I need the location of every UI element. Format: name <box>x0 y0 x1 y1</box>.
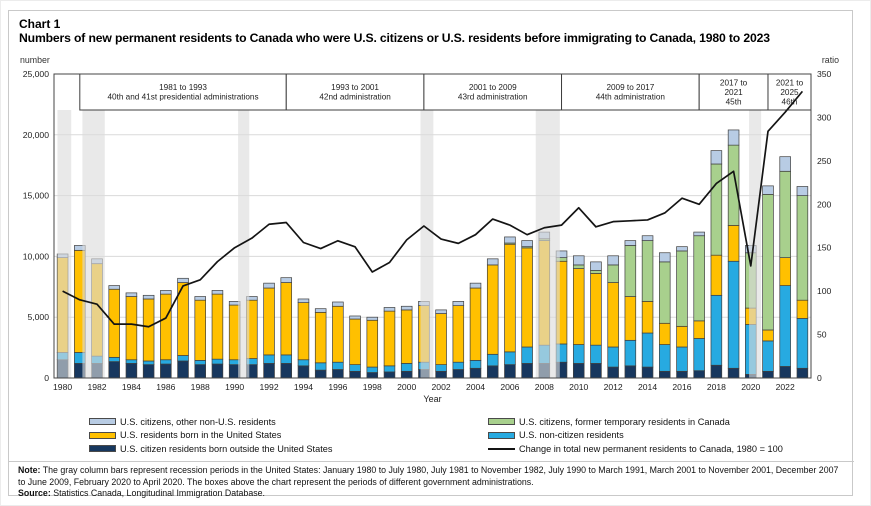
bar-segment <box>573 265 584 269</box>
admin-box-label: 2009 to 2017 <box>606 83 655 93</box>
bar-segment <box>659 262 670 323</box>
bar-segment <box>573 363 584 378</box>
y-axis-tick-label: 5,000 <box>27 312 49 323</box>
admin-box-label: 45th <box>725 97 742 107</box>
bar-segment <box>315 370 326 378</box>
bar-segment <box>505 244 516 352</box>
x-axis-tick-label: 2006 <box>500 382 520 392</box>
bar-segment <box>315 309 326 313</box>
x-axis-tick-label: 1986 <box>156 382 176 392</box>
bar-segment <box>109 362 120 378</box>
bar-segment <box>298 360 309 366</box>
bar-segment <box>178 356 189 361</box>
bar-segment <box>677 326 688 347</box>
bar-segment <box>763 341 774 371</box>
note-block <box>9 461 854 497</box>
bar-segment <box>143 295 154 299</box>
bar-segment <box>797 186 808 195</box>
legend-column-left <box>89 415 332 456</box>
bar-segment <box>625 297 636 341</box>
bar-segment <box>694 236 705 321</box>
bar-segment <box>677 251 688 326</box>
legend-label: U.S. citizen residents born outside the United States <box>120 443 333 454</box>
x-axis-tick-label: 1990 <box>225 382 245 392</box>
admin-box-label: 2025 <box>780 87 799 97</box>
bar-segment <box>212 290 223 294</box>
bar-segment <box>350 316 361 319</box>
bar-segment <box>143 299 154 361</box>
source-line <box>18 488 845 500</box>
legend-swatch-non-citizen-residents <box>488 432 515 439</box>
bar-segment <box>642 241 653 302</box>
y-axis-tick-label: 0 <box>44 373 49 383</box>
bar-segment <box>711 151 722 164</box>
bar-segment <box>659 323 670 344</box>
bar-segment <box>367 367 378 372</box>
note-text: The gray column bars represent recession periods in the United States: January 1980 to July 1980, July 1981 to November 1982, July 1990 to March 1991, March 2001 to November 2001, December 2007 to June 2009, February 2020 to April 2020. The boxes above the chart represent the periods of different government administrations. <box>18 465 839 487</box>
legend-swatch-residents-born-in-us <box>89 432 116 439</box>
bar-segment <box>453 369 464 378</box>
bar-segment <box>143 365 154 378</box>
bar-segment <box>763 371 774 378</box>
bar-segment <box>195 360 206 364</box>
x-axis-tick-label: 1996 <box>328 382 348 392</box>
bar-segment <box>264 363 275 378</box>
bar-segment <box>436 365 447 372</box>
bar-segment <box>436 310 447 314</box>
source-text: Statistics Canada, Longitudinal Immigration Database. <box>53 488 265 499</box>
bar-segment <box>711 295 722 365</box>
bar-segment <box>522 241 533 247</box>
bar-segment <box>109 286 120 290</box>
bar-segment <box>350 319 361 365</box>
bar-segment <box>642 236 653 241</box>
bar-segment <box>487 354 498 366</box>
source-label: Source: <box>18 488 51 499</box>
bar-segment <box>315 312 326 362</box>
bar-segment <box>315 363 326 370</box>
bar-segment <box>212 359 223 364</box>
bar-segment <box>608 367 619 378</box>
bar-segment <box>780 366 791 378</box>
bar-segment <box>625 340 636 366</box>
recession-band <box>82 110 104 378</box>
legend-column-right <box>488 415 783 456</box>
bar-segment <box>367 320 378 367</box>
right-axis-tick-label: 50 <box>817 329 827 340</box>
bar-segment <box>470 360 481 368</box>
bar-segment <box>401 363 412 371</box>
bar-segment <box>384 366 395 372</box>
x-axis-tick-label: 2002 <box>431 382 451 392</box>
bar-segment <box>659 371 670 378</box>
bar-segment <box>332 302 343 306</box>
bar-segment <box>728 145 739 225</box>
left-axis-unit-label: number <box>20 55 50 65</box>
legend-label: U.S. non-citizen residents <box>519 430 624 441</box>
bar-segment <box>384 372 395 378</box>
bar-segment <box>487 259 498 265</box>
bar-segment <box>522 248 533 347</box>
admin-box-label: 2021 to <box>775 78 804 88</box>
bar-segment <box>195 297 206 301</box>
bar-segment <box>728 368 739 378</box>
y-axis-tick-label: 10,000 <box>22 251 49 262</box>
bar-segment <box>453 301 464 305</box>
bar-segment <box>160 294 171 360</box>
bar-segment <box>659 253 670 262</box>
bar-segment <box>797 368 808 378</box>
bar-segment <box>109 357 120 361</box>
admin-box-label: 1981 to 1993 <box>159 83 207 93</box>
legend-swatch-citizens-other-non-us <box>89 418 116 425</box>
admin-box-label: 42nd administration <box>319 92 391 102</box>
bar-segment <box>728 261 739 368</box>
bar-segment <box>573 345 584 364</box>
bar-segment <box>797 318 808 368</box>
bar-segment <box>608 347 619 367</box>
bar-segment <box>487 265 498 354</box>
bar-segment <box>487 366 498 378</box>
bar-segment <box>608 265 619 283</box>
bar-segment <box>642 333 653 367</box>
admin-box-label: 44th administration <box>595 92 665 102</box>
bar-segment <box>350 365 361 372</box>
legend-label: U.S. residents born in the United States <box>120 430 282 441</box>
bar-segment <box>591 345 602 363</box>
right-axis-tick-label: 100 <box>817 286 832 297</box>
bar-segment <box>332 369 343 378</box>
recession-band <box>57 110 71 378</box>
recession-band <box>749 110 761 378</box>
bar-segment <box>711 255 722 295</box>
bar-segment <box>728 130 739 145</box>
right-axis-tick-label: 350 <box>817 69 832 79</box>
bar-segment <box>728 225 739 261</box>
x-axis-tick-label: 1988 <box>190 382 210 392</box>
bar-segment <box>780 157 791 172</box>
admin-box-label: 40th and 41st presidential administrations <box>107 92 259 102</box>
bar-segment <box>608 283 619 347</box>
right-axis-tick-label: 200 <box>817 199 832 210</box>
admin-box-label: 46th <box>781 97 798 107</box>
bar-segment <box>298 303 309 360</box>
bar-segment <box>384 311 395 366</box>
bar-segment <box>298 366 309 378</box>
bar-segment <box>212 364 223 378</box>
bar-segment <box>659 345 670 372</box>
bar-segment <box>401 306 412 310</box>
right-axis-tick-label: 300 <box>817 112 832 123</box>
legend-item <box>488 415 783 429</box>
bar-segment <box>384 307 395 311</box>
bar-segment <box>505 352 516 365</box>
admin-box-label: 43rd administration <box>457 92 528 102</box>
y-axis-tick-label: 15,000 <box>22 190 49 201</box>
x-axis-tick-label: 2020 <box>741 382 761 392</box>
y-axis-tick-label: 25,000 <box>22 69 49 79</box>
x-axis-tick-label: 2004 <box>465 382 486 392</box>
bar-segment <box>401 371 412 378</box>
bar-segment <box>505 237 516 243</box>
bar-segment <box>401 310 412 364</box>
legend-swatch-citizens-born-outside-us <box>89 445 116 452</box>
bar-segment <box>126 360 137 364</box>
x-axis-tick-label: 1982 <box>87 382 107 392</box>
bar-segment <box>332 306 343 362</box>
x-axis-tick-label: 2000 <box>397 382 417 392</box>
bar-segment <box>453 362 464 369</box>
bar-segment <box>711 365 722 378</box>
bar-segment <box>143 361 154 365</box>
legend-item <box>89 429 332 443</box>
legend-label: U.S. citizens, former temporary residents in Canada <box>519 416 730 427</box>
bar-segment <box>522 347 533 363</box>
x-axis-tick-label: 2022 <box>775 382 795 392</box>
bar-segment <box>780 171 791 257</box>
x-axis-tick-label: 2018 <box>706 382 726 392</box>
chart-card <box>8 10 853 499</box>
y-axis-tick-label: 20,000 <box>22 129 49 140</box>
x-axis-tick-label: 2016 <box>672 382 692 392</box>
x-axis-tick-label: 1998 <box>362 382 382 392</box>
right-axis-tick-label: 150 <box>817 242 832 253</box>
bar-segment <box>126 293 137 297</box>
bar-segment <box>797 196 808 301</box>
bar-segment <box>470 368 481 378</box>
right-axis-unit-label: ratio <box>821 55 839 65</box>
bar-segment <box>642 301 653 333</box>
legend-item <box>89 415 332 429</box>
bar-segment <box>591 262 602 271</box>
x-axis-tick-label: 1980 <box>53 382 73 392</box>
bar-segment <box>591 270 602 273</box>
legend-item <box>89 442 332 456</box>
bar-segment <box>264 288 275 355</box>
legend-item <box>488 442 783 456</box>
bar-segment <box>677 247 688 251</box>
bar-segment <box>470 288 481 360</box>
bar-segment <box>281 363 292 378</box>
x-axis-tick-label: 2014 <box>637 382 658 392</box>
bar-segment <box>264 355 275 364</box>
bar-segment <box>470 283 481 288</box>
bar-segment <box>126 297 137 360</box>
bar-segment <box>625 245 636 296</box>
bar-segment <box>160 290 171 294</box>
bar-segment <box>694 338 705 370</box>
bar-segment <box>591 273 602 345</box>
bar-segment <box>625 241 636 246</box>
x-axis-tick-label: 1994 <box>293 382 314 392</box>
x-axis-tick-label: 2010 <box>569 382 589 392</box>
bar-segment <box>573 269 584 345</box>
admin-box-label: 2001 to 2009 <box>468 83 517 93</box>
bar-segment <box>780 258 791 286</box>
bar-segment <box>763 186 774 195</box>
recession-band <box>536 110 560 378</box>
legend-item <box>488 429 783 443</box>
note-line <box>18 465 845 488</box>
bar-segment <box>367 317 378 320</box>
chart-subtitle: Numbers of new permanent residents to Canada who were U.S. citizens or U.S. residents before immigrating to Canada, 1980 to 2023 <box>19 31 770 45</box>
bar-segment <box>694 321 705 339</box>
bar-segment <box>264 283 275 288</box>
x-axis-tick-label: 1992 <box>259 382 279 392</box>
bar-segment <box>436 371 447 378</box>
bar-segment <box>608 256 619 265</box>
note-label: Note: <box>18 465 41 475</box>
recession-band <box>420 110 433 378</box>
bar-segment <box>160 364 171 378</box>
bar-segment <box>298 299 309 303</box>
bar-segment <box>195 365 206 378</box>
chart-number-title: Chart 1 <box>19 17 61 31</box>
legend-label: Change in total new permanent residents to Canada, 1980 = 100 <box>519 443 783 454</box>
bar-segment <box>694 371 705 378</box>
x-axis-tick-label: 1984 <box>121 382 141 392</box>
bar-segment <box>350 371 361 378</box>
bar-segment <box>178 361 189 378</box>
bar-segment <box>281 355 292 364</box>
bar-segment <box>797 300 808 318</box>
bar-segment <box>436 314 447 365</box>
right-axis-tick-label: 0 <box>817 373 822 383</box>
bar-segment <box>573 256 584 265</box>
bar-segment <box>642 367 653 378</box>
bar-segment <box>694 232 705 236</box>
bar-segment <box>780 286 791 367</box>
bar-segment <box>625 366 636 378</box>
bar-segment <box>763 330 774 341</box>
bar-segment <box>160 360 171 364</box>
bar-segment <box>591 363 602 378</box>
bar-segment <box>677 347 688 371</box>
x-axis-title: Year <box>423 394 442 404</box>
chart-canvas <box>9 63 854 411</box>
bar-segment <box>332 362 343 369</box>
bar-segment <box>281 278 292 283</box>
x-axis-tick-label: 2008 <box>534 382 554 392</box>
bar-segment <box>522 363 533 378</box>
admin-box-label: 1993 to 2001 <box>331 83 379 93</box>
bar-segment <box>126 363 137 378</box>
legend-swatch-former-temporary-residents <box>488 418 515 425</box>
legend-swatch-ratio-line <box>488 444 515 453</box>
bar-segment <box>195 300 206 360</box>
x-axis-tick-label: 2012 <box>603 382 623 392</box>
admin-box-label: 2021 <box>724 87 743 97</box>
bar-segment <box>212 294 223 359</box>
admin-box-label: 2017 to <box>719 78 748 88</box>
legend-label: U.S. citizens, other non-U.S. residents <box>120 416 276 427</box>
bar-segment <box>281 283 292 355</box>
right-axis-tick-label: 250 <box>817 155 832 166</box>
bar-segment <box>178 278 189 282</box>
bar-segment <box>763 194 774 330</box>
bar-segment <box>677 371 688 378</box>
bar-segment <box>505 365 516 378</box>
bar-segment <box>711 164 722 255</box>
bar-segment <box>367 373 378 378</box>
bar-segment <box>453 306 464 363</box>
